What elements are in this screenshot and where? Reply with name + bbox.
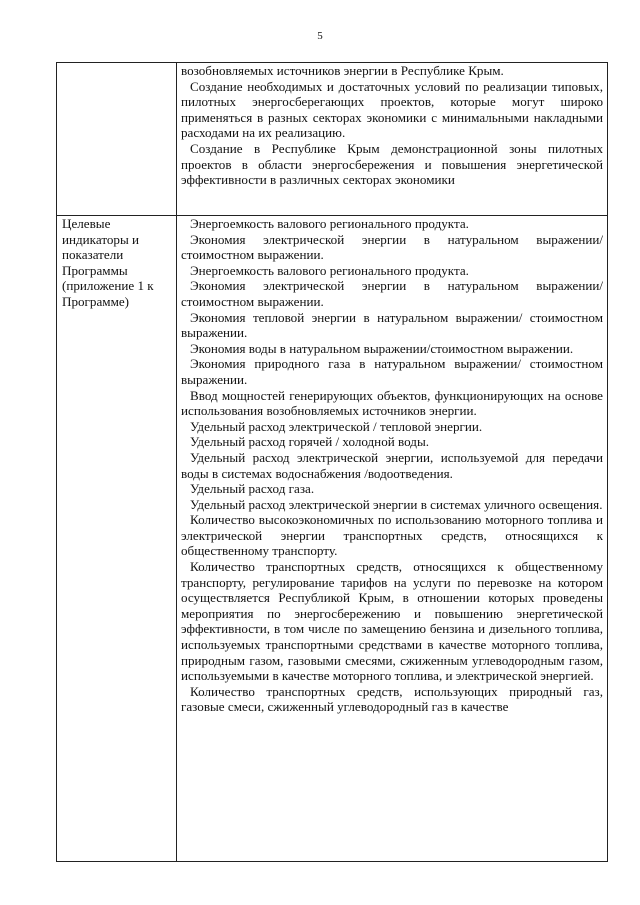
paragraph: Создание в Республике Крым демонстрационной зоны пилотных проектов в области энергосбережения и повышения энергетической эффективности в различных секторах экономики <box>181 140 603 188</box>
paragraph: Количество транспортных средств, использующих природный газ, газовые смеси, сжиженный углеводородный газ в качестве <box>181 683 603 715</box>
paragraph: Энергоемкость валового регионального продукта. <box>190 262 469 278</box>
content-cell <box>177 63 608 216</box>
label-cell: Целевые индикаторы и показатели Программы (приложение 1 к Программе) <box>57 216 177 862</box>
paragraph: Экономия тепловой энергии в натуральном выражении/ стоимостном выражении. <box>181 309 603 341</box>
paragraph: Количество высокоэкономичных по использованию моторного топлива и электрической энергии транспортных средств, относящихся к общественному транспорту. <box>181 512 603 559</box>
paragraph: Экономия электрической энергии в натуральном выражении/ стоимостном выражении. <box>181 231 603 263</box>
paragraph: Количество транспортных средств, относящихся к общественному транспорту, регулирование тарифов на услуги по перевозке на котором осуществляется Республикой Крым, в отношении которых проведены мероприятия по энергосбережению и повышению энергетической эффективности, в том числе по замещению бензина и дизельного топлива, используемых транспортными средствами в качестве моторного топлива, природным газом, газовыми смесями, сжиженным углеводородным газом, используемыми в качестве моторного топлива, и электрической энергией. <box>181 559 603 684</box>
table-row <box>57 216 608 862</box>
paragraph: Удельный расход электрической / тепловой энергии. <box>190 418 483 434</box>
paragraph: Создание необходимых и достаточных условий по реализации типовых, пилотных энергосберегающих проектов, которые могут широко применяться в разных секторах экономики с минимальными накладными расходами на их реализацию. <box>181 78 603 141</box>
paragraph: Удельный расход горячей / холодной воды. <box>190 434 430 450</box>
paragraph: Экономия воды в натуральном выражении/стоимостном выражении. <box>190 340 574 356</box>
content-cell <box>177 216 608 862</box>
label-cell-empty <box>57 63 177 216</box>
paragraph: Экономия электрической энергии в натуральном выражении/ стоимостном выражении. <box>181 278 603 309</box>
paragraph: Ввод мощностей генерирующих объектов, функционирующих на основе использования возобновляемых источников энергии. <box>181 387 603 419</box>
paragraph: Удельный расход электрической энергии в системах уличного освещения. <box>190 496 603 512</box>
program-passport-table <box>56 62 608 862</box>
paragraph: Удельный расход электрической энергии, используемой для передачи воды в системах водоснабжения /водоотведения. <box>181 449 603 481</box>
paragraph: возобновляемых источников энергии в Республике Крым. <box>181 63 504 78</box>
paragraph: Экономия природного газа в натуральном выражении/ стоимостном выражении. <box>181 356 603 387</box>
paragraph: Удельный расход газа. <box>190 481 315 497</box>
paragraph: Энергоемкость валового регионального продукта. <box>190 216 469 231</box>
table-row <box>57 63 608 216</box>
page-number: 5 <box>317 30 323 42</box>
